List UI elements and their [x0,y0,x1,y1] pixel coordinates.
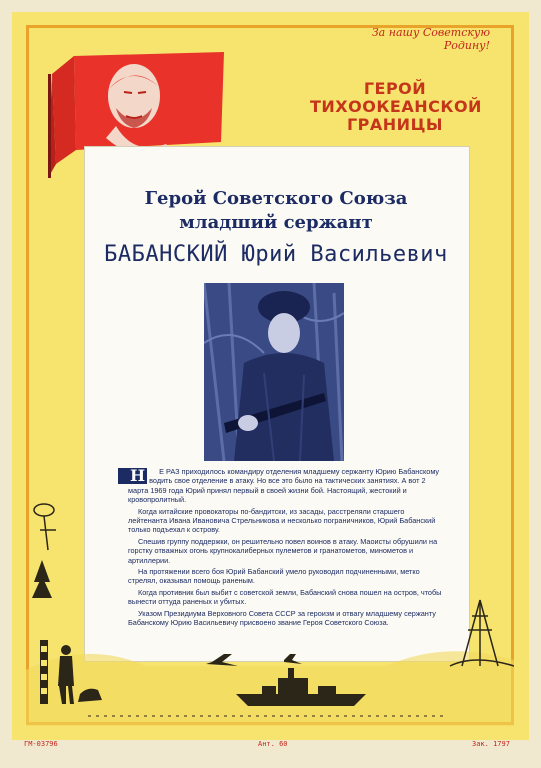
footer-print-code: ГМ-03796 [24,740,58,748]
airplane-icon [284,654,302,664]
soldier-photo-icon [204,283,344,461]
article-paragraph: На протяжении всего боя Юрий Бабанский умело руководил подчиненными, метко стрелял, оказывал помощь раненым. [128,567,420,586]
slogan: За нашу Советскую Родину! [371,26,490,52]
border-scene-icon [26,490,514,726]
dropcap: Н [118,468,147,484]
article-paragraph: Спешив группу поддержки, он решительно повел воинов в атаку. Маоисты обрушили на горстку отважных огонь крупнокалиберных пулеметов и гранатометов, минометов и артиллерии. [128,536,438,565]
soldier-photo [204,283,344,461]
tree-icon [32,560,52,598]
title-line-1: Герой Советского Союза [144,188,408,209]
radar-dish-icon [34,504,56,550]
article-paragraph: Н Е РАЗ приходилось командиру отделения младшему сержанту Юрию Бабанскому водить свое отделение в атаку. Но все это было на тактических занятиях. А вот 2 марта 1969 года Юрий принял первый в своей жизни бой. Настоящий, жестокий и кровопролитный. [128,467,442,505]
article-paragraph: Указом Президиума Верховного Совета СССР за героизм и отвагу младшему сержанту Бабанскому Юрию Васильевичу присвоено звание Героя Советского Союза. [128,608,436,628]
border-post-icon [40,640,48,704]
article-paragraph: Когда китайские провокаторы по-бандитски, из засады, расстреляли старшего лейтенанта Ивана Ивановича Стрельникова и несколько пограничников, Юрий Бабанский только подъехал к острову. [128,506,436,535]
hero-title-line-3: ГРАНИЦЫ [346,115,443,134]
hero-title [310,80,480,134]
footer-center-code: Ант. 60 [258,740,288,748]
article-paragraph: Когда противник был выбит с советской земли, Бабанский снова пошел на остров, чтобы вынести оттуда раненых и убитых. [128,587,442,607]
airplane-icon [206,654,238,666]
hero-name: БАБАНСКИЙ Юрий Васильевич [104,242,448,267]
title-line-2: младший сержант [179,212,373,233]
footer-order-code: Зак. 1797 [472,740,510,748]
hero-title-line-2: ТИХООКЕАНСКОЙ [310,97,482,116]
hero-title-line-1: ГЕРОЙ [363,79,427,98]
